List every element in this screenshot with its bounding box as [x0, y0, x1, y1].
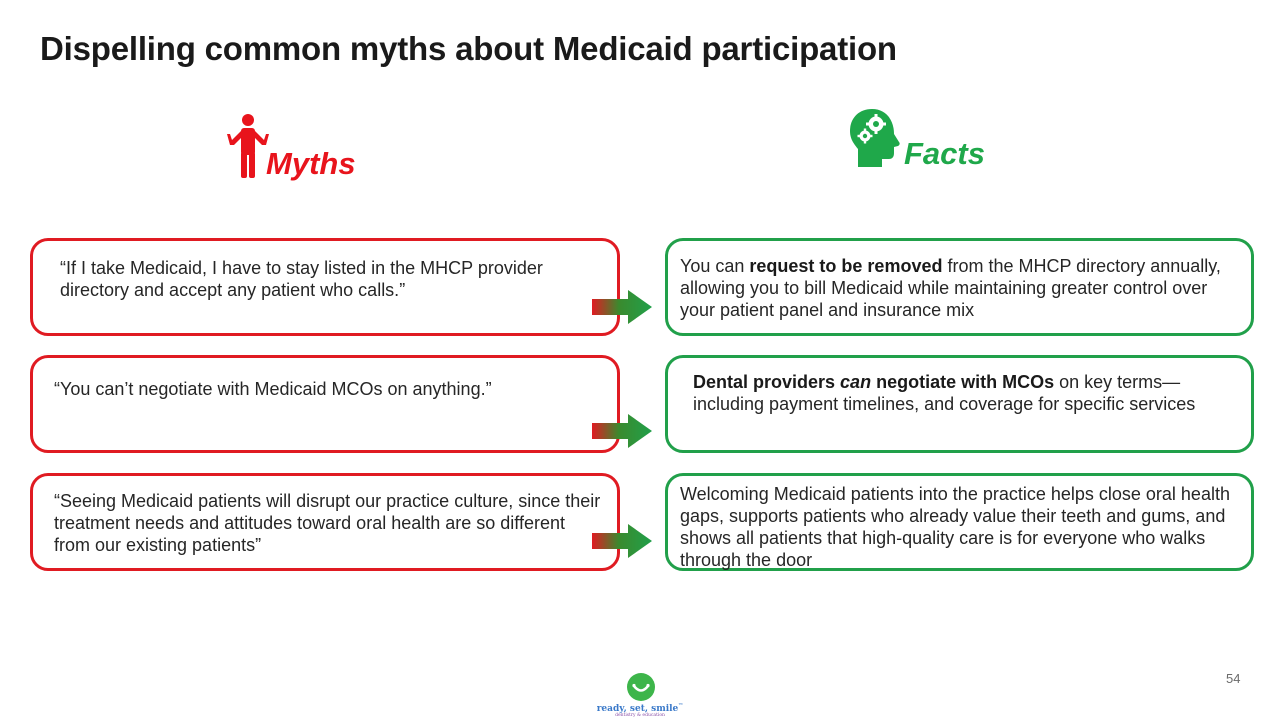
fact-box-1	[665, 238, 1254, 336]
logo-name: ready, set, smile™	[596, 703, 684, 714]
facts-header	[848, 108, 1008, 178]
myths-header	[226, 112, 376, 184]
fact-text-1: You can request to be removed from the MHCP directory annually, allowing you to bill Medicaid while maintaining greater control over your patient panel and insurance mix	[680, 256, 1221, 320]
fact-box-2	[665, 355, 1254, 453]
fact-text-2: Dental providers can negotiate with MCOs on key terms—including payment timelines, and coverage for specific services	[693, 372, 1196, 414]
myth-text-1: “If I take Medicaid, I have to stay listed in the MHCP provider directory and accept any patient who calls.”	[60, 258, 543, 300]
fact-box-3	[665, 473, 1254, 571]
head-gears-icon	[848, 108, 900, 168]
ready-set-smile-logo	[592, 672, 688, 718]
myths-label: Myths	[266, 146, 356, 181]
slide-title: Dispelling common myths about Medicaid participation	[40, 30, 897, 67]
fact-text-3: Welcoming Medicaid patients into the practice helps close oral health gaps, supports patients who already value their teeth and gums, and shows all patients that high-quality care is for everyone who walks through the door	[680, 484, 1230, 570]
myth-text-3: “Seeing Medicaid patients will disrupt our practice culture, since their treatment needs and attitudes toward oral health are so different from our existing patients”	[54, 491, 601, 555]
myth-box-1	[30, 238, 620, 336]
myth-text-2: “You can’t negotiate with Medicaid MCOs on anything.”	[54, 379, 492, 399]
myth-box-2	[30, 355, 620, 453]
arrow-right-icon	[592, 290, 652, 324]
logo-tagline: dentistry & education	[615, 713, 665, 718]
facts-label: Facts	[904, 136, 985, 171]
arrow-right-icon	[592, 414, 652, 448]
myth-box-3	[30, 473, 620, 571]
person-shrug-icon	[226, 112, 270, 182]
arrow-right-icon	[592, 524, 652, 558]
smile-face-icon	[626, 672, 656, 702]
page-number: 54	[1226, 671, 1241, 686]
